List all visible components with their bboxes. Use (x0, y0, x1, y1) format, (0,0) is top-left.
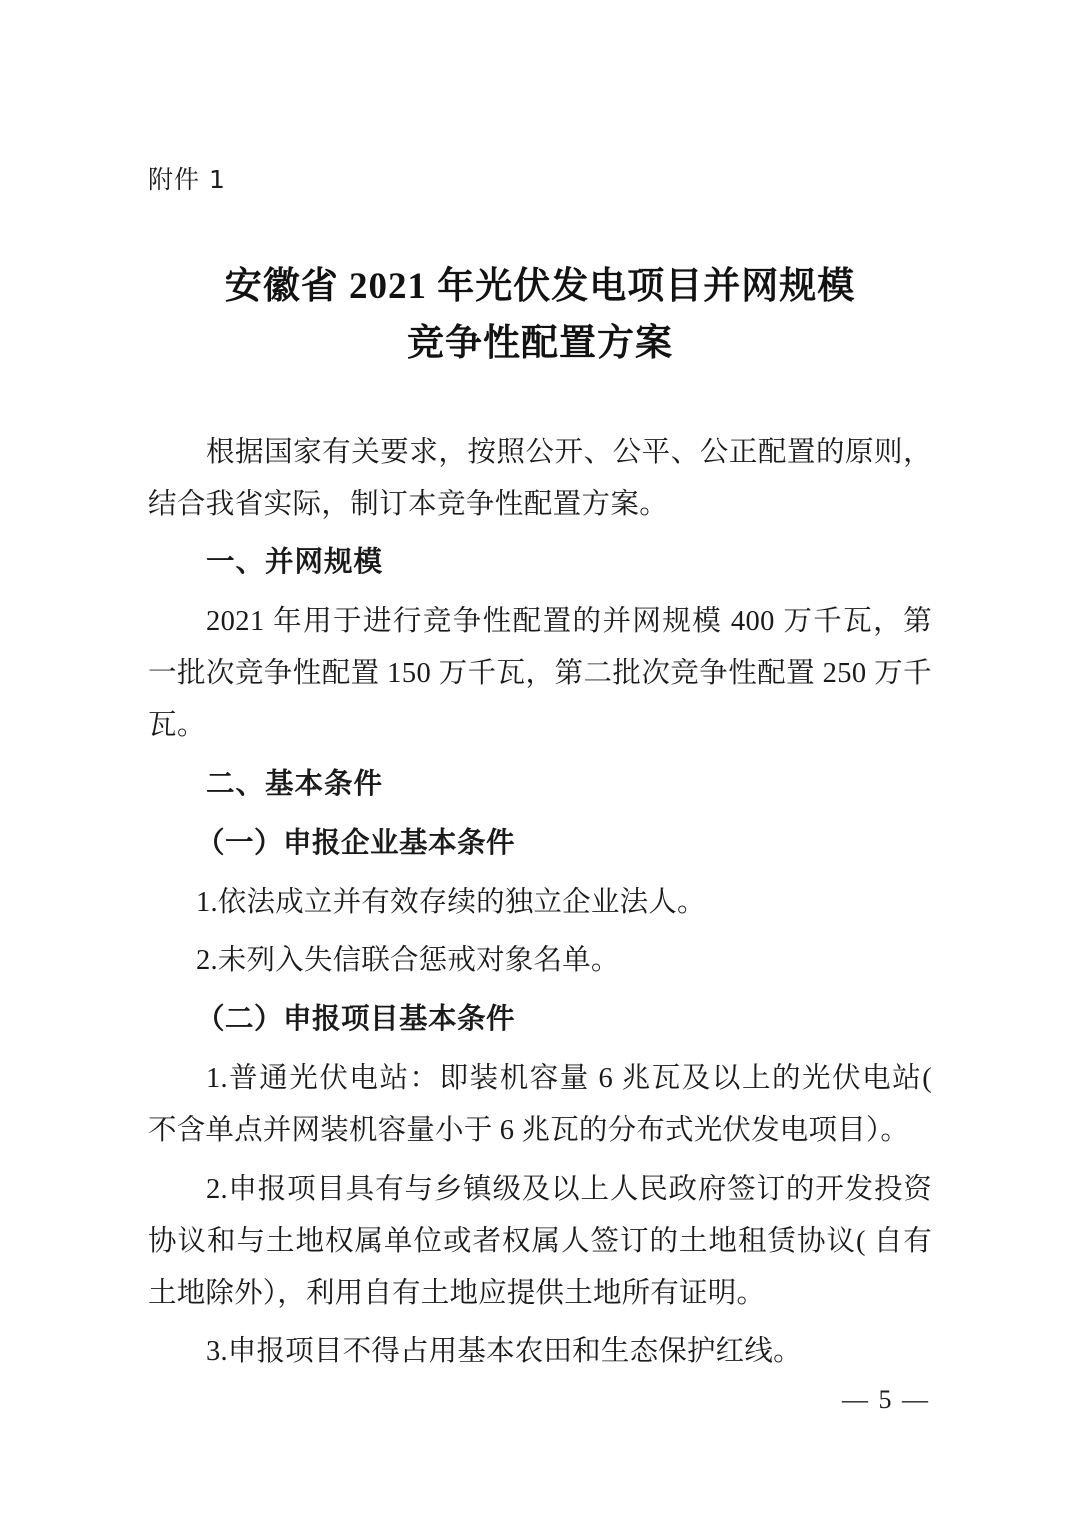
attachment-label: 附件 1 (148, 165, 226, 194)
intro-paragraph: 根据国家有关要求，按照公开、公平、公正配置的原则，结合我省实际，制订本竞争性配置方案。 (148, 436, 932, 520)
list-item: 1.依法成立并有效存续的独立企业法人。 (196, 886, 706, 918)
list-item: 2.未列入失信联合惩戒对象名单。 (196, 945, 620, 977)
section-heading-1: 一、并网规模 (206, 547, 384, 579)
subsection-heading-2-2: （二）申报项目基本条件 (196, 1004, 516, 1036)
page-title (148, 258, 932, 373)
page-title-line-1: 安徽省 2021 年光伏发电项目并网规模 (224, 266, 856, 307)
list-item: 2.申报项目具有与乡镇级及以上人民政府签订的开发投资协议和与土地权属单位或者权属人签订的土地租赁协议( 自有土地除外），利用自有土地应提供土地所有证明。 (148, 1173, 932, 1309)
section-1-paragraph: 2021 年用于进行竞争性配置的并网规模 400 万千瓦，第一批次竞争性配置 150 万千瓦，第二批次竞争性配置 250 万千瓦。 (148, 606, 932, 741)
section-heading-2: 二、基本条件 (206, 768, 384, 800)
page-title-line-2: 竞争性配置方案 (407, 323, 673, 365)
page-number: — 5 — (842, 1385, 930, 1414)
list-item: 3.申报项目不得占用基本农田和生态保护红线。 (206, 1336, 802, 1368)
subsection-heading-2-1: （一）申报企业基本条件 (196, 827, 516, 859)
document-content (148, 160, 932, 1385)
list-item: 1.普通光伏电站：即装机容量 6 兆瓦及以上的光伏电站( 不含单点并网装机容量小于 6 兆瓦的分布式光伏发电项目）。 (148, 1063, 932, 1146)
